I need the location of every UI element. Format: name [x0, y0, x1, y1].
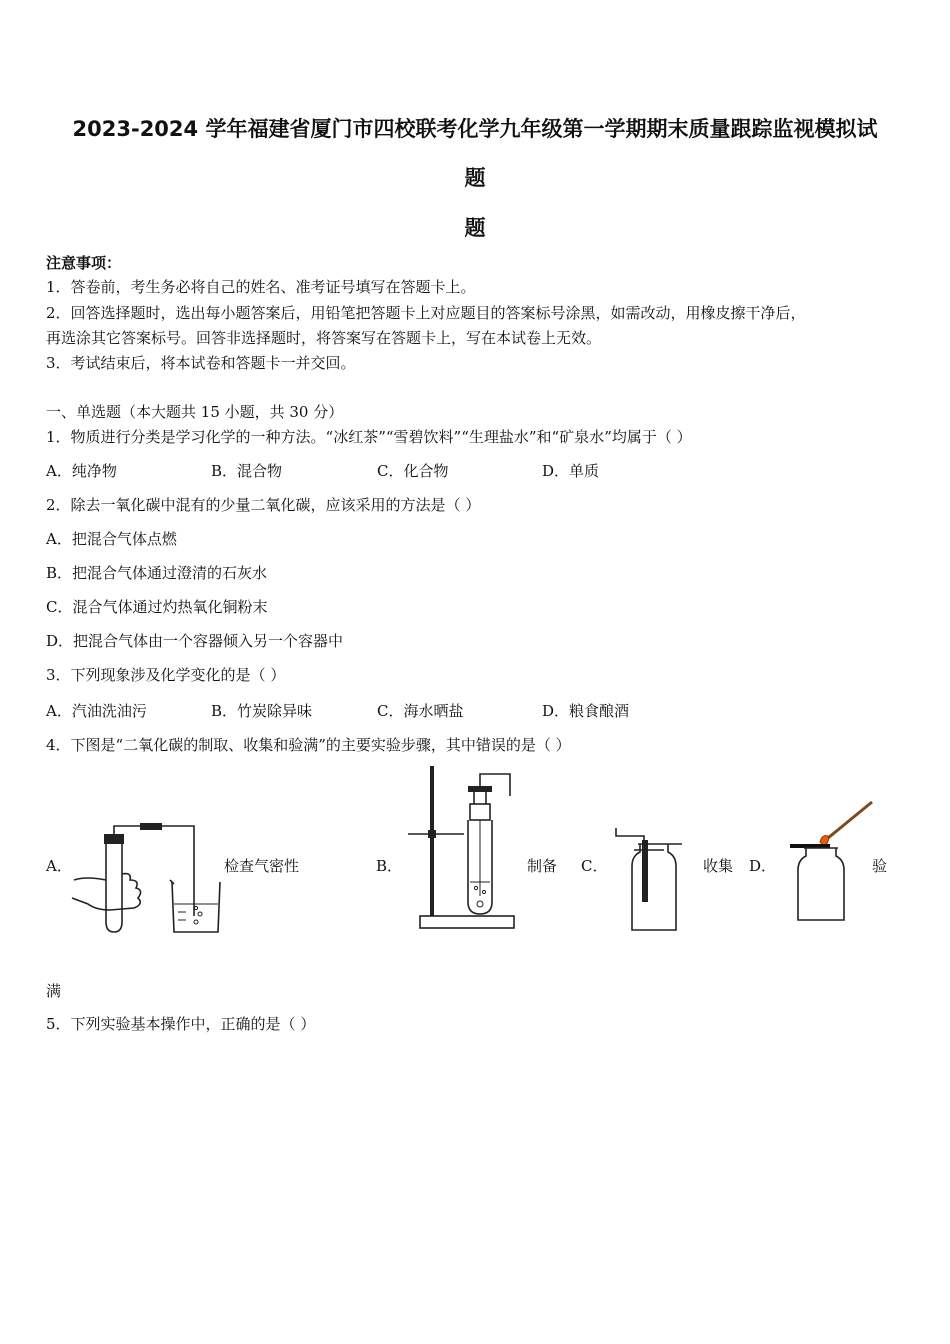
- page-title-repeat: 题: [464, 216, 486, 240]
- question-4-option-d-label-continued: 满: [46, 982, 62, 1000]
- question-3-option-d: D．粮食酿酒: [542, 702, 630, 720]
- page-title-continued: 题: [464, 166, 486, 190]
- question-1-stem: 1．物质进行分类是学习化学的一种方法。“冰红茶”“雪碧饮料”“生理盐水”和“矿泉水”均属于（ ）: [46, 428, 692, 446]
- question-2-option-b: B．把混合气体通过澄清的石灰水: [46, 564, 268, 582]
- full-check-figure: [784, 798, 884, 926]
- note-item-1: 1．答卷前，考生务必将自己的姓名、准考证号填写在答题卡上。: [46, 278, 476, 296]
- question-4-option-a-label: 检查气密性: [224, 857, 300, 875]
- question-2-option-d: D．把混合气体由一个容器倾入另一个容器中: [46, 632, 344, 650]
- question-1-option-b: B．混合物: [211, 462, 283, 480]
- note-item-2-continued: 再选涂其它答案标号。回答非选择题时，将答案写在答题卡上，写在本试卷上无效。: [46, 329, 602, 347]
- preparation-apparatus-figure: [402, 764, 526, 934]
- question-2-option-c: C．混合气体通过灼热氧化铜粉末: [46, 598, 268, 616]
- question-3-stem: 3．下列现象涉及化学变化的是（ ）: [46, 666, 286, 684]
- question-3-option-c: C．海水晒盐: [377, 702, 464, 720]
- notes-heading: 注意事项：: [46, 254, 122, 272]
- page-title: 2023-2024 学年福建省厦门市四校联考化学九年级第一学期期末质量跟踪监视模拟试: [72, 117, 878, 141]
- airtightness-check-figure: [66, 818, 226, 938]
- question-3-option-a: A．汽油洗油污: [46, 702, 147, 720]
- note-item-3: 3．考试结束后，将本试卷和答题卡一并交回。: [46, 354, 356, 372]
- question-3-option-b: B．竹炭除异味: [211, 702, 313, 720]
- question-5-stem: 5．下列实验基本操作中，正确的是（ ）: [46, 1015, 316, 1033]
- question-4-option-c-label: 收集: [703, 857, 734, 875]
- question-2-stem: 2．除去一氧化碳中混有的少量二氧化碳，应该采用的方法是（ ）: [46, 496, 481, 514]
- note-item-2: 2．回答选择题时，选出每小题答案后，用铅笔把答题卡上对应题目的答案标号涂黑，如需改动，用橡皮擦干净后，: [46, 304, 806, 322]
- question-4-option-d-letter: D．: [749, 857, 777, 875]
- question-2-option-a: A．把混合气体点燃: [46, 530, 177, 548]
- question-4-option-c-letter: C．: [581, 857, 608, 875]
- section-heading: 一、单选题（本大题共 15 小题，共 30 分）: [46, 403, 344, 421]
- question-4-option-b-label: 制备: [527, 857, 558, 875]
- question-4-option-a-letter: A．: [46, 857, 72, 875]
- question-4-stem: 4．下图是“二氧化碳的制取、收集和验满”的主要实验步骤，其中错误的是（ ）: [46, 736, 571, 754]
- question-1-option-d: D．单质: [542, 462, 600, 480]
- question-1-option-c: C．化合物: [377, 462, 449, 480]
- question-4-option-b-letter: B．: [376, 857, 403, 875]
- question-4-option-d-label: 验: [872, 857, 888, 875]
- question-1-option-a: A．纯净物: [46, 462, 117, 480]
- gas-collection-figure: [610, 826, 692, 936]
